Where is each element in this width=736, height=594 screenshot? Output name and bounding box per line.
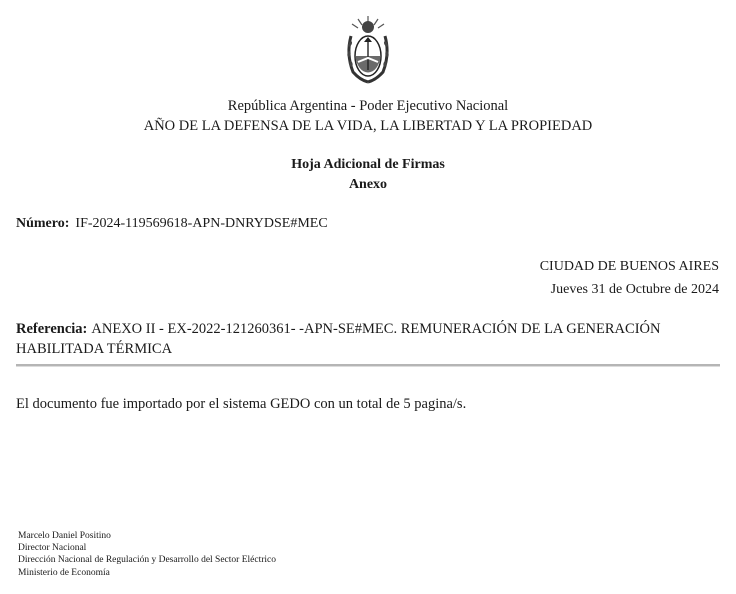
referencia-text: ANEXO II - EX-2022-121260361- -APN-SE#MEC. REMUNERACIÓN DE LA GENERACIÓN HABILITADA TÉRMICA — [16, 321, 661, 357]
signer-ministry: Ministerio de Economía — [18, 567, 110, 578]
body-text: El documento fue importado por el sistema GEDO con un total de 5 pagina/s. — [16, 396, 467, 412]
referencia-label: Referencia: — [16, 321, 88, 337]
city: CIUDAD DE BUENOS AIRES — [539, 259, 719, 274]
header-line-2: AÑO DE LA DEFENSA DE LA VIDA, LA LIBERTAD Y LA PROPIEDAD — [143, 118, 593, 134]
numero-label: Número: — [16, 216, 70, 231]
signer-name: Marcelo Daniel Positino — [18, 531, 111, 541]
document-title: Hoja Adicional de Firmas — [291, 157, 445, 172]
numero-value: IF-2024-119569618-APN-DNRYDSE#MEC — [75, 216, 328, 231]
divider — [16, 364, 720, 367]
signature-block — [18, 530, 276, 579]
signer-role: Director Nacional — [18, 543, 87, 554]
header-line-1: República Argentina - Poder Ejecutivo Nacional — [227, 98, 509, 114]
signer-office: Dirección Nacional de Regulación y Desarrollo del Sector Eléctrico — [18, 555, 276, 566]
date: Jueves 31 de Octubre de 2024 — [550, 282, 719, 297]
numero-row — [16, 216, 328, 232]
referencia-row — [16, 319, 716, 359]
document-subtitle: Anexo — [348, 177, 388, 192]
argentina-coat-of-arms-icon — [343, 14, 393, 84]
